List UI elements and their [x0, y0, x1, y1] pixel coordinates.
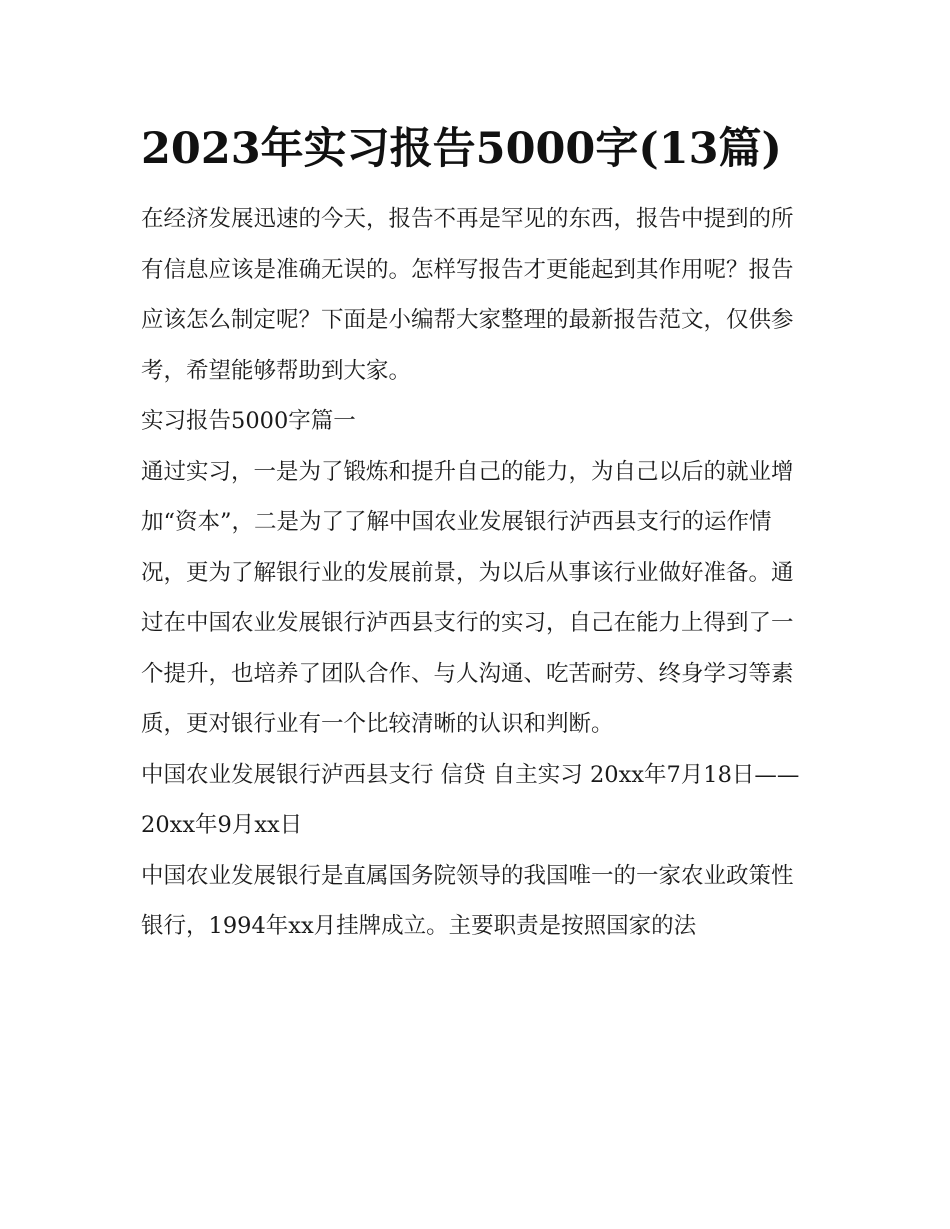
document-body [141, 118, 813, 952]
body-paragraph-internship-info: 中国农业发展银行泸西县支行 信贷 自主实习 20xx年7月18日——20xx年9月xx日 [141, 761, 800, 838]
section-heading: 实习报告5000字篇一 [141, 408, 356, 434]
body-paragraph-bank-intro: 中国农业发展银行是直属国务院领导的我国唯一的一家农业政策性银行，1994年xx月挂牌成立。主要职责是按照国家的法 [141, 862, 794, 939]
document-title: 2023年实习报告5000字(13篇) [141, 124, 782, 174]
intro-paragraph: 在经济发展迅速的今天，报告不再是罕见的东西，报告中提到的所有信息应该是准确无误的。怎样写报告才更能起到其作用呢？报告应该怎么制定呢？下面是小编帮大家整理的最新报告范文，仅供参考，希望能够帮助到大家。 [141, 206, 794, 384]
body-paragraph-purpose: 通过实习，一是为了锻炼和提升自己的能力，为自己以后的就业增加“资本”，二是为了了解中国农业发展银行泸西县支行的运作情况，更为了解银行业的发展前景，为以后从事该行业做好准备。通过在中国农业发展银行泸西县支行的实习，自己在能力上得到了一个提升，也培养了团队合作、与人沟通、吃苦耐劳、终身学习等素质，更对银行业有一个比较清晰的认识和判断。 [141, 458, 794, 737]
